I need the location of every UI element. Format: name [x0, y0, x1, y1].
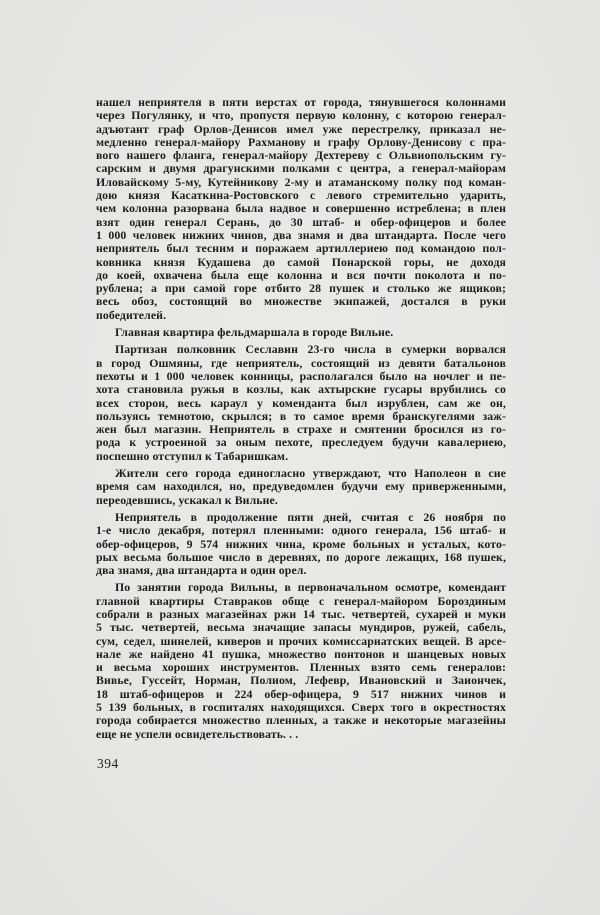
text-line: собрали в разных магазейнах ржи 14 тыс. четвертей, сухарей и муки: [96, 607, 506, 621]
text-line: рода к устроенной за оным пехоте, преследуем будучи кавалериею,: [96, 436, 506, 450]
text-line: хота становила ружья в козлы, как ахтырские гусары врубились со: [96, 383, 506, 397]
paragraph: [96, 511, 506, 577]
text-line: через Погулянку, и что, пропустя первую колонну, с которою генерал-: [96, 109, 506, 123]
text-line: рых весьма большое число в деревнях, по дороге лежащих, 168 пушек,: [96, 550, 506, 564]
paragraph: [96, 96, 506, 322]
paragraph: [96, 581, 506, 741]
text-line: нале же найдено 41 пушка, множество понтонов и шанцевых новых: [96, 647, 506, 661]
text-line: Жители сего города единогласно утверждают, что Наполеон в сие: [115, 467, 506, 481]
text-line: адъютант граф Орлов-Денисов имел уже перестрелку, приказал не-: [96, 122, 506, 136]
text-line: пользуясь темнотою, скрылся; в то самое время бранскугелями заж-: [96, 409, 506, 423]
text-line: обер-офицеров, 9 574 нижних чина, кроме больных и усталых, кото-: [96, 537, 506, 551]
text-line: города собирается множество пленных, а также и некоторые магазейны: [96, 714, 506, 728]
text-line: рублена; а при самой горе отбито 28 пушек и столько же ящиков;: [96, 282, 506, 296]
text-line: 5 тыс. четвертей, весьма значащие запасы мундиров, ружей, сабель,: [96, 621, 506, 635]
text-line: Главная квартира фельдмаршала в городе Вильне.: [115, 326, 394, 340]
text-line: поспешно отступил к Табаришкам.: [96, 449, 289, 463]
paragraph: [96, 326, 506, 339]
text-line: неприятель был тесним и поражаем артиллериею под командою пол-: [96, 242, 506, 256]
text-line: в город Ошмяны, где неприятель, состоящий из девяти батальонов: [96, 356, 506, 370]
text-line: всех сторон, весь караул у коменданта был изрублен, сам же он,: [96, 396, 506, 410]
text-line: до коей, охвачена была еще колонна и вся почти поколота и по-: [96, 268, 506, 282]
text-line: сарским и двумя драгунскими полками с центра, а генерал-майорам: [96, 162, 506, 176]
text-line: победителей.: [96, 308, 167, 322]
text-line: дою князя Касаткина-Ростовского с левого стремительно ударить,: [96, 189, 506, 203]
text-line: сум, седел, шинелей, киверов и прочих комиссариатских вещей. В арсе-: [96, 634, 506, 648]
text-line: и весьма хороших инструментов. Пленных взято семь генералов:: [96, 661, 506, 675]
page-text: [96, 96, 506, 741]
text-line: два знамя, два штандарта и один орел.: [96, 564, 307, 578]
text-line: медленно генерал-майору Рахманову и графу Орлову-Денисову с пра-: [96, 135, 506, 149]
text-line: главной квартиры Ставраков обще с генерал-майором Бороздиным: [96, 594, 506, 608]
text-line: Иловайскому 5-му, Кутейникову 2-му и атаманскому полку под коман-: [96, 175, 506, 189]
text-line: 5 139 больных, в госпиталях находящихся. Сверх того в окрестностях: [96, 701, 506, 715]
text-line: 18 штаб-офицеров и 224 обер-офицера, 9 517 нижних чинов и: [96, 687, 506, 701]
page-number: 394: [97, 756, 119, 771]
paragraph: [96, 467, 506, 507]
text-line: Неприятель в продолжение пяти дней, считая с 26 ноября по: [115, 510, 506, 524]
text-line: Вивье, Гуссейт, Норман, Полиом, Лефевр, Ивановский и Заиончек,: [96, 674, 506, 688]
text-line: жен был магазин. Неприятель в страхе и смятении бросился из го-: [96, 423, 506, 437]
text-line: весь обоз, состоящий во множестве экипажей, достался в руки: [96, 295, 506, 309]
text-line: переодевшись, ускакал к Вильне.: [96, 493, 278, 507]
text-line: еще не успели освидетельствовать. . .: [96, 727, 299, 741]
text-line: нашел неприятеля в пяти верстах от города, тянувшегося колоннами: [96, 96, 506, 109]
paragraph: [96, 343, 506, 463]
text-line: взят один генерал Серань, до 30 штаб- и обер-офицеров и более: [96, 215, 506, 229]
text-line: Партизан полковник Сеславин 23-го числа в сумерки ворвался: [115, 343, 506, 357]
text-line: время сам находился, но, предуведомлен будучи ему приверженными,: [96, 480, 506, 494]
text-line: вого нашего фланга, генерал-майору Дехтереву с Ольвиопольским гу-: [96, 149, 506, 163]
text-line: По занятии города Вильны, в первоначальном осмотре, комендант: [115, 581, 506, 595]
text-line: пехоты и 1 000 человек конницы, располагался было на ночлег и пе-: [96, 369, 506, 383]
text-line: 1-е число декабря, потерял пленными: одного генерала, 156 штаб- и: [96, 524, 506, 538]
text-line: 1 000 человек нижних чинов, два знамя и два штандарта. После чего: [96, 228, 506, 242]
text-line: ковника князя Кудашева до самой Понарской горы, не доходя: [96, 255, 506, 269]
text-line: чем колонна разорвана была надвое и совершенно истреблена; в плен: [96, 202, 506, 216]
